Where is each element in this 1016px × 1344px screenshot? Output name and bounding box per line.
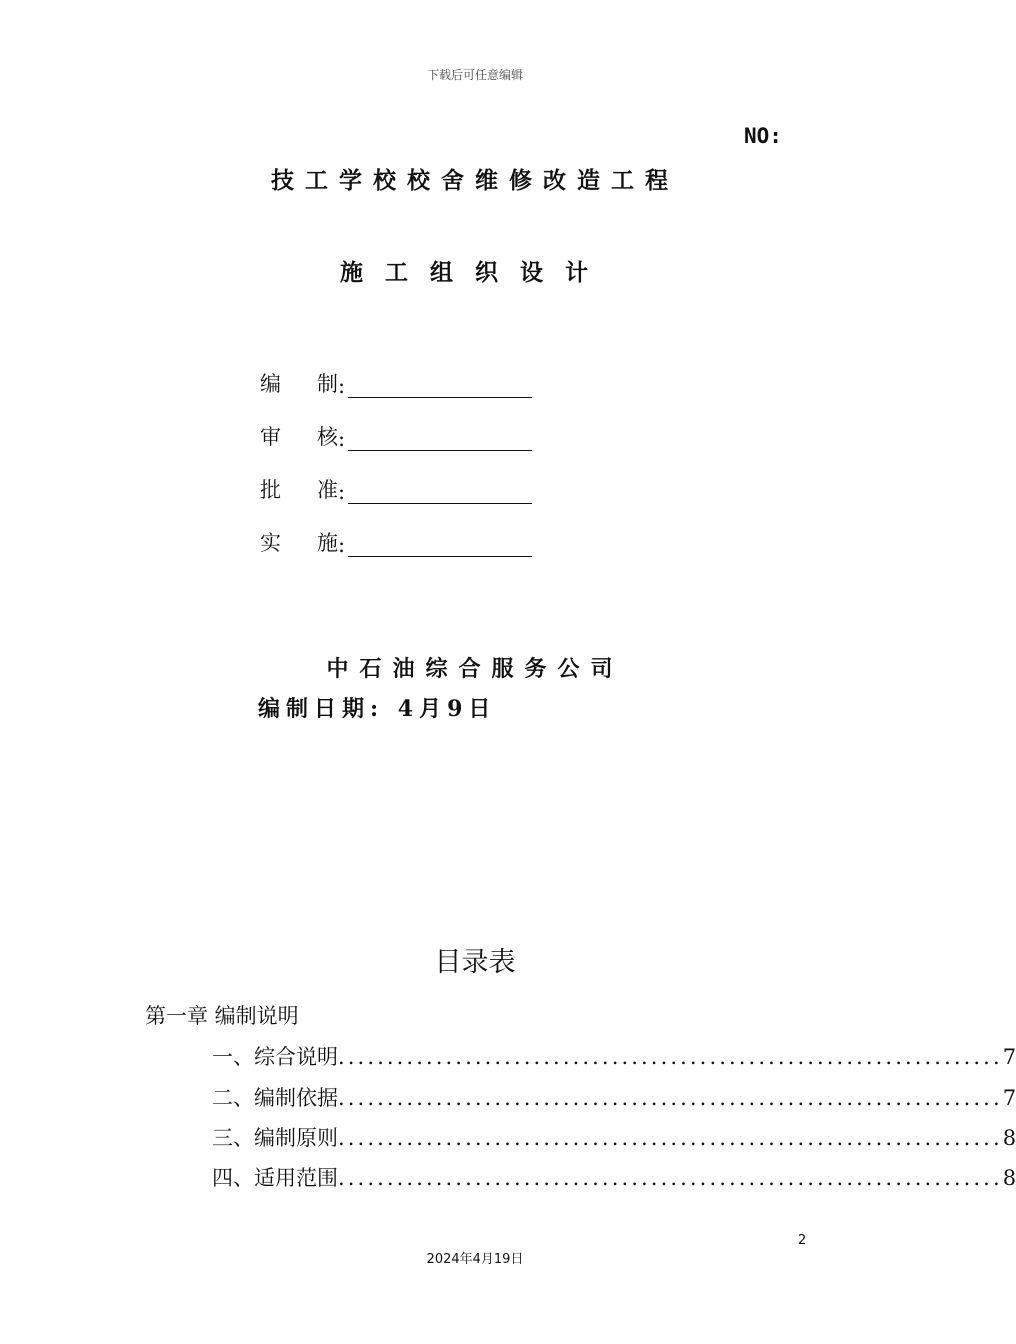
signature-row-approve: 批 准 : [260, 474, 532, 504]
toc-leader-dots: .................................................................... [338, 1126, 1003, 1150]
company-name: 中石油综合服务公司 [326, 656, 624, 682]
signature-label: 批 准 [260, 478, 338, 502]
signature-row-review: 审 核 : [260, 421, 532, 451]
toc-item[interactable]: 二、编制依据 .................................................................... 7 [212, 1086, 1016, 1110]
signature-line [348, 373, 532, 398]
page-header: 下载后可任意编辑 [426, 68, 523, 82]
toc-leader-dots: .................................................................... [338, 1166, 1003, 1190]
page-footer-date: 2024年4月19日 [426, 1252, 524, 1267]
toc-item[interactable]: 四、适用范围 .................................................................... 8 [212, 1166, 1016, 1190]
signature-line [348, 479, 532, 504]
document-title: 技工学校校舍维修改造工程 [271, 167, 679, 194]
toc-leader-dots: .................................................................... [338, 1045, 1003, 1069]
toc-item[interactable]: 三、编制原则 .................................................................... 8 [212, 1126, 1016, 1150]
document-subtitle: 施工组织设计 [340, 259, 610, 286]
toc-chapter-heading: 第一章 编制说明 [145, 1004, 299, 1028]
toc-title: 目录表 [434, 947, 516, 978]
compile-date: 编制日期: 4月9日 [258, 696, 497, 722]
page-number: 2 [798, 1233, 807, 1248]
signature-line [348, 426, 532, 451]
toc-leader-dots: .................................................................... [338, 1086, 1003, 1110]
signature-line [348, 532, 532, 557]
signature-label: 审 核 [260, 425, 338, 449]
toc-item[interactable]: 一、综合说明 .................................................................... 7 [212, 1045, 1016, 1069]
signature-row-implement: 实 施 : [260, 527, 532, 557]
signature-label: 实 施 [260, 531, 338, 555]
document-number-label: NO: [744, 124, 782, 148]
signature-row-compile: 编 制 : [260, 368, 532, 398]
signature-label: 编 制 [260, 372, 338, 396]
